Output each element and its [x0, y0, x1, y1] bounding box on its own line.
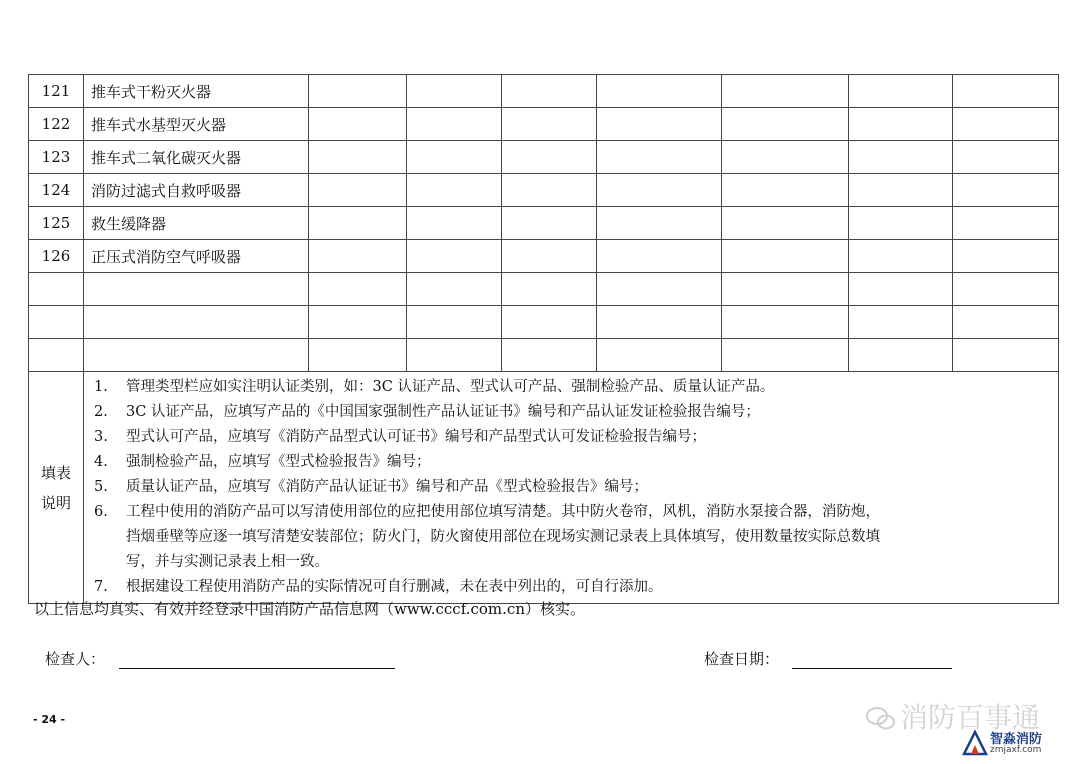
- empty-data-cell[interactable]: [502, 174, 597, 207]
- note-item: [94, 575, 1050, 600]
- note-text: 写，并与实测记录表上相一致。: [126, 554, 329, 570]
- note-number: 4.: [94, 454, 108, 470]
- notes-row: [29, 372, 1059, 604]
- note-item: [94, 500, 1050, 525]
- product-name-cell: [84, 306, 309, 339]
- inspector-signature-line[interactable]: [119, 668, 395, 669]
- empty-data-cell[interactable]: [597, 339, 722, 372]
- note-number: 6.: [94, 504, 108, 520]
- empty-data-cell[interactable]: [502, 141, 597, 174]
- row-number: 124: [29, 174, 84, 207]
- inspector-field[interactable]: [45, 648, 105, 669]
- empty-data-cell[interactable]: [407, 207, 502, 240]
- note-text: 工程中使用的消防产品可以写清使用部位的应把使用部位填写清楚。其中防火卷帘，风机，消防水泵接合器，消防炮，: [126, 504, 880, 520]
- empty-data-cell[interactable]: [722, 306, 849, 339]
- table-row: [29, 141, 1059, 174]
- table-row: [29, 306, 1059, 339]
- empty-data-cell[interactable]: [722, 273, 849, 306]
- empty-data-cell[interactable]: [597, 108, 722, 141]
- note-text: 型式认可产品，应填写《消防产品型式认可证书》编号和产品型式认可发证检验报告编号；: [126, 429, 706, 445]
- row-number: 121: [29, 75, 84, 108]
- empty-data-cell[interactable]: [597, 273, 722, 306]
- empty-data-cell[interactable]: [849, 339, 953, 372]
- empty-data-cell[interactable]: [502, 108, 597, 141]
- note-item: [94, 475, 1050, 500]
- notes-label-line1: 填表: [40, 463, 71, 482]
- empty-data-cell[interactable]: [407, 141, 502, 174]
- table-row: [29, 174, 1059, 207]
- row-number: 123: [29, 141, 84, 174]
- empty-data-cell[interactable]: [502, 273, 597, 306]
- empty-data-cell[interactable]: [953, 207, 1059, 240]
- empty-data-cell[interactable]: [722, 141, 849, 174]
- row-number: 125: [29, 207, 84, 240]
- note-number: 3.: [94, 429, 108, 445]
- note-number: 2.: [94, 404, 108, 420]
- empty-data-cell[interactable]: [953, 75, 1059, 108]
- empty-data-cell[interactable]: [597, 306, 722, 339]
- table-row: [29, 339, 1059, 372]
- watermark-brand-text: 智淼消防: [990, 732, 1043, 747]
- date-field[interactable]: [704, 648, 779, 669]
- note-text: 挡烟垂壁等应逐一填写清楚安装部位；防火门，防火窗使用部位在现场实测记录表上具体填写，使用数量按实际总数填: [126, 529, 880, 545]
- empty-data-cell[interactable]: [597, 174, 722, 207]
- note-item: [94, 400, 1050, 425]
- empty-data-cell[interactable]: [502, 240, 597, 273]
- date-label: 检查日期：: [704, 650, 780, 668]
- empty-data-cell[interactable]: [407, 240, 502, 273]
- empty-data-cell[interactable]: [953, 141, 1059, 174]
- table-row: [29, 75, 1059, 108]
- empty-data-cell[interactable]: [502, 75, 597, 108]
- note-text: 3C 认证产品，应填写产品的《中国国家强制性产品认证证书》编号和产品认证发证检验报告编号；: [126, 404, 760, 420]
- product-name-cell: 救生缓降器: [84, 207, 309, 240]
- row-number: [29, 306, 84, 339]
- note-item: [94, 550, 1050, 575]
- empty-data-cell[interactable]: [407, 174, 502, 207]
- empty-data-cell[interactable]: [502, 207, 597, 240]
- empty-data-cell[interactable]: [309, 108, 407, 141]
- empty-data-cell[interactable]: [597, 75, 722, 108]
- empty-data-cell[interactable]: [502, 306, 597, 339]
- empty-data-cell[interactable]: [849, 273, 953, 306]
- product-name-cell: 推车式干粉灭火器: [84, 75, 309, 108]
- product-name-cell: 正压式消防空气呼吸器: [84, 240, 309, 273]
- product-name-cell: 消防过滤式自救呼吸器: [84, 174, 309, 207]
- row-number: [29, 273, 84, 306]
- empty-data-cell[interactable]: [953, 240, 1059, 273]
- empty-data-cell[interactable]: [953, 273, 1059, 306]
- note-number: 1.: [94, 379, 108, 395]
- empty-data-cell[interactable]: [407, 339, 502, 372]
- product-name-cell: [84, 339, 309, 372]
- product-name-cell: [84, 273, 309, 306]
- empty-data-cell[interactable]: [407, 306, 502, 339]
- empty-data-cell[interactable]: [309, 141, 407, 174]
- empty-data-cell[interactable]: [849, 174, 953, 207]
- table-row: [29, 207, 1059, 240]
- note-item: [94, 375, 1050, 400]
- empty-data-cell[interactable]: [953, 108, 1059, 141]
- empty-data-cell[interactable]: [722, 108, 849, 141]
- watermark-main-text: 消防百事通: [900, 701, 1041, 734]
- empty-data-cell[interactable]: [849, 240, 953, 273]
- product-name-cell: 推车式二氧化碳灭火器: [84, 141, 309, 174]
- verification-statement: 以上信息均真实、有效并经登录中国消防产品信息网（www.cccf.com.cn）核实。: [34, 600, 585, 618]
- note-item: [94, 450, 1050, 475]
- wechat-icon: [866, 706, 896, 732]
- table-row: [29, 240, 1059, 273]
- date-signature-line[interactable]: [792, 668, 952, 669]
- empty-data-cell[interactable]: [309, 306, 407, 339]
- empty-data-cell[interactable]: [597, 141, 722, 174]
- empty-data-cell[interactable]: [849, 108, 953, 141]
- empty-data-cell[interactable]: [407, 108, 502, 141]
- inspector-label: 检查人：: [45, 650, 106, 668]
- note-text: 质量认证产品，应填写《消防产品认证证书》编号和产品《型式检验报告》编号；: [126, 479, 648, 495]
- product-table: [28, 74, 1059, 604]
- notes-content: [84, 372, 1059, 604]
- note-number: 5.: [94, 479, 108, 495]
- empty-data-cell[interactable]: [953, 306, 1059, 339]
- empty-data-cell[interactable]: [722, 75, 849, 108]
- empty-data-cell[interactable]: [309, 339, 407, 372]
- row-number: 126: [29, 240, 84, 273]
- empty-data-cell[interactable]: [722, 207, 849, 240]
- empty-data-cell[interactable]: [407, 75, 502, 108]
- empty-data-cell[interactable]: [849, 306, 953, 339]
- empty-data-cell[interactable]: [597, 207, 722, 240]
- empty-data-cell[interactable]: [953, 174, 1059, 207]
- notes-label: [29, 372, 84, 604]
- note-text: 管理类型栏应如实注明认证类别，如：3C 认证产品、型式认可产品、强制检验产品、质量认证产品。: [126, 379, 775, 395]
- row-number: 122: [29, 108, 84, 141]
- empty-data-cell[interactable]: [953, 339, 1059, 372]
- empty-data-cell[interactable]: [849, 207, 953, 240]
- note-text: 根据建设工程使用消防产品的实际情况可自行删减，未在表中列出的，可自行添加。: [126, 579, 663, 595]
- empty-data-cell[interactable]: [597, 240, 722, 273]
- note-number: 7.: [94, 579, 108, 595]
- watermark-url: zmjaxf.com: [990, 745, 1042, 755]
- product-name-cell: 推车式水基型灭火器: [84, 108, 309, 141]
- empty-data-cell[interactable]: [309, 240, 407, 273]
- notes-label-line2: 说明: [40, 493, 71, 512]
- empty-data-cell[interactable]: [849, 141, 953, 174]
- empty-data-cell[interactable]: [309, 273, 407, 306]
- empty-data-cell[interactable]: [309, 207, 407, 240]
- table-row: [29, 108, 1059, 141]
- empty-data-cell[interactable]: [722, 240, 849, 273]
- note-item: [94, 425, 1050, 450]
- empty-data-cell[interactable]: [407, 273, 502, 306]
- note-item: [94, 525, 1050, 550]
- table-row: [29, 273, 1059, 306]
- empty-data-cell[interactable]: [849, 75, 953, 108]
- empty-data-cell[interactable]: [722, 339, 849, 372]
- page-number: - 24 -: [33, 713, 66, 726]
- empty-data-cell[interactable]: [309, 174, 407, 207]
- empty-data-cell[interactable]: [309, 75, 407, 108]
- empty-data-cell[interactable]: [502, 339, 597, 372]
- empty-data-cell[interactable]: [722, 174, 849, 207]
- note-text: 强制检验产品，应填写《型式检验报告》编号；: [126, 454, 431, 470]
- brand-logo-icon: [962, 728, 988, 756]
- row-number: [29, 339, 84, 372]
